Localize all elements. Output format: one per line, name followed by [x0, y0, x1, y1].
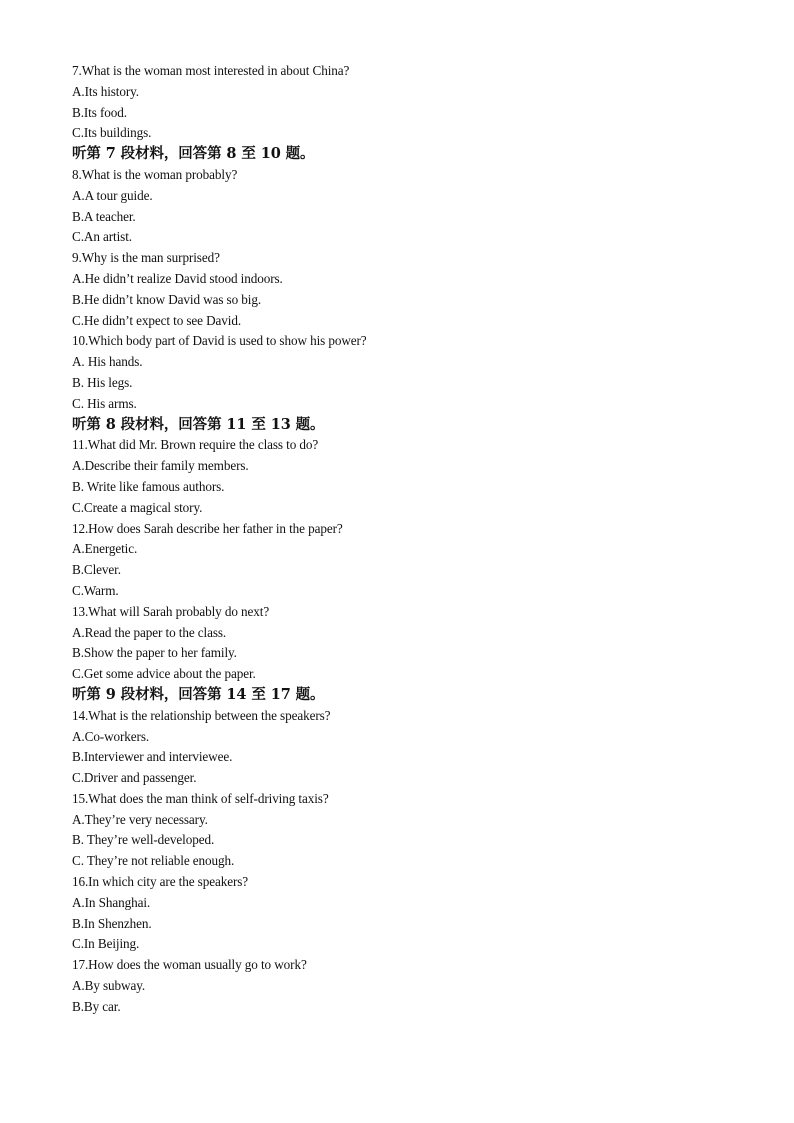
option-9c: C.He didn’t expect to see David.: [72, 312, 242, 328]
option-8a: A.A tour guide.: [72, 187, 153, 203]
option-7a: A.Its history.: [72, 83, 139, 99]
option-13a: A.Read the paper to the class.: [72, 624, 227, 640]
option-14a: A.Co-workers.: [72, 728, 150, 744]
option-16a: A.In Shanghai.: [72, 894, 151, 910]
option-11b: B. Write like famous authors.: [72, 478, 225, 494]
question-16: 16.In which city are the speakers?: [72, 874, 249, 890]
option-7b: B.Its food.: [72, 104, 127, 120]
question-7: 7.What is the woman most interested in about China?: [72, 63, 350, 78]
option-12b: B.Clever.: [72, 562, 121, 578]
option-13b: B.Show the paper to her family.: [72, 645, 237, 661]
option-13c: C.Get some advice about the paper.: [72, 666, 256, 682]
question-15: 15.What does the man think of self-driving taxis?: [72, 790, 329, 806]
option-17a: A.By subway.: [72, 978, 146, 994]
option-11a: A.Describe their family members.: [72, 458, 249, 474]
option-15a: A.They’re very necessary.: [72, 811, 208, 827]
option-7c: C.Its buildings.: [72, 125, 152, 141]
question-14: 14.What is the relationship between the speakers?: [72, 707, 331, 723]
option-11c: C.Create a magical story.: [72, 499, 203, 515]
option-12a: A.Energetic.: [72, 541, 138, 557]
section-heading-8: 听第 8 段材料，回答第 11 至 13 题。: [72, 415, 325, 433]
option-17b: B.By car.: [72, 998, 121, 1014]
option-10c: C. His arms.: [72, 395, 137, 411]
question-9: 9.Why is the man surprised?: [72, 250, 220, 266]
question-13: 13.What will Sarah probably do next?: [72, 603, 270, 619]
section-heading-9: 听第 9 段材料，回答第 14 至 17 题。: [72, 685, 325, 703]
option-14b: B.Interviewer and interviewee.: [72, 749, 233, 765]
question-8: 8.What is the woman probably?: [72, 166, 238, 182]
question-11: 11.What did Mr. Brown require the class to do?: [72, 437, 319, 453]
option-8c: C.An artist.: [72, 229, 132, 245]
option-9a: A.He didn’t realize David stood indoors.: [72, 270, 283, 286]
section-heading-7: 听第 7 段材料，回答第 8 至 10 题。: [72, 145, 315, 163]
option-15c: C. They’re not reliable enough.: [72, 853, 235, 869]
option-8b: B.A teacher.: [72, 208, 136, 224]
option-16c: C.In Beijing.: [72, 936, 140, 952]
option-10a: A. His hands.: [72, 354, 143, 370]
option-10b: B. His legs.: [72, 374, 133, 390]
option-15b: B. They’re well-developed.: [72, 832, 215, 848]
question-10: 10.Which body part of David is used to show his power?: [72, 333, 367, 349]
option-14c: C.Driver and passenger.: [72, 770, 197, 786]
option-16b: B.In Shenzhen.: [72, 915, 152, 931]
option-12c: C.Warm.: [72, 582, 119, 598]
question-12: 12.How does Sarah describe her father in the paper?: [72, 520, 343, 536]
option-9b: B.He didn’t know David was so big.: [72, 291, 262, 307]
question-17: 17.How does the woman usually go to work?: [72, 957, 307, 973]
